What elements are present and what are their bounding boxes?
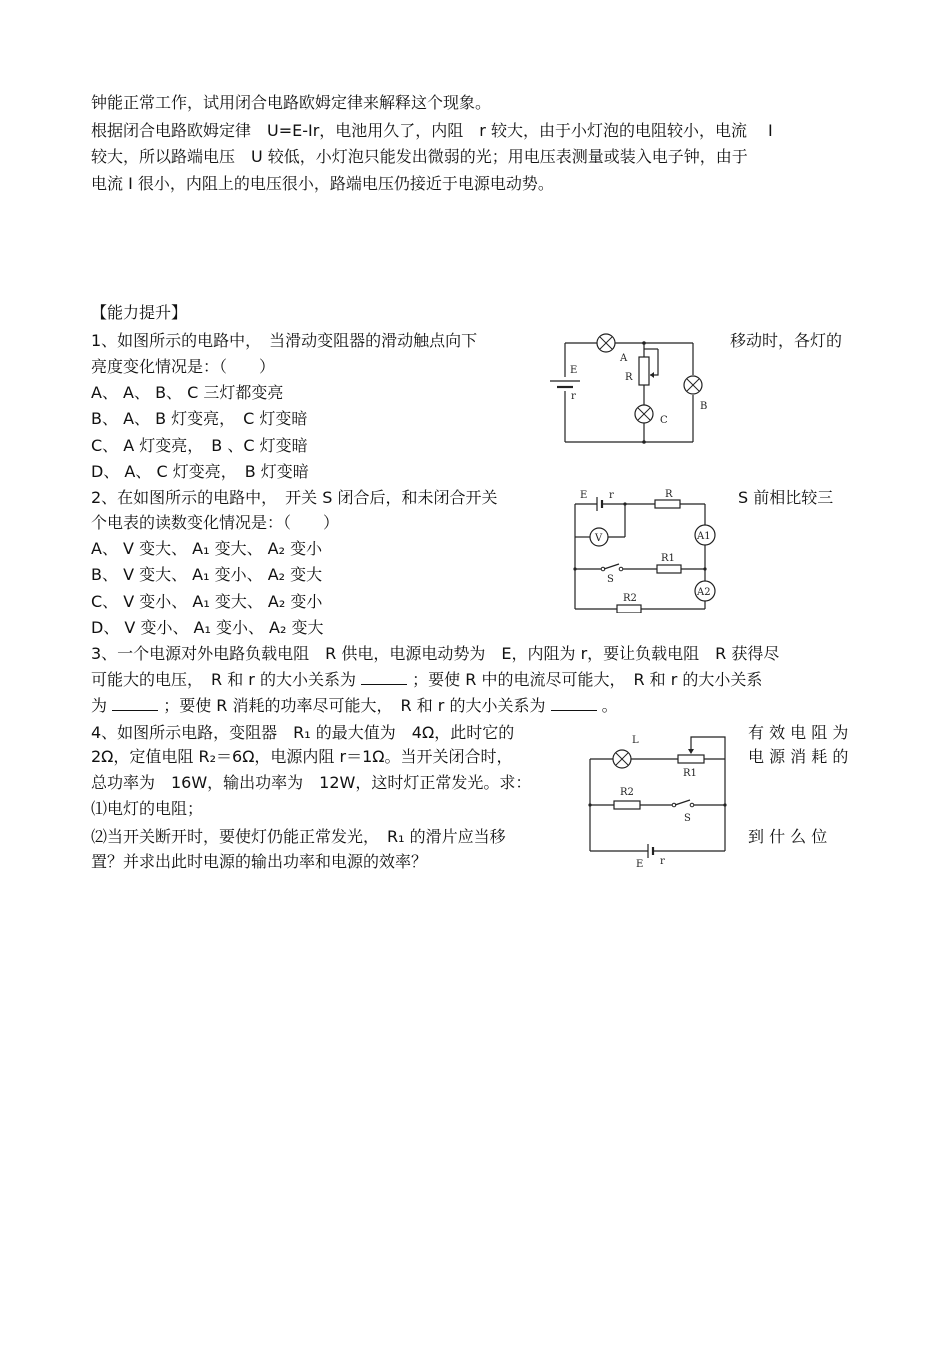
- q3-answer-blank-1[interactable]: [361, 670, 407, 685]
- q1-lamp-c-label: C: [660, 415, 668, 426]
- ammeter-a1-icon: [695, 525, 715, 545]
- q2-a1-label: A1: [697, 531, 711, 542]
- intro-line-2: 根据闭合电路欧姆定律 U=E-Ir，电池用久了，内阻 r 较大，由于小灯泡的电阻较小，电流 I: [91, 121, 773, 140]
- q4-line-1a: 4、如图所示电路，变阻器 R₁ 的最大值为 4Ω，此时它的: [91, 723, 515, 742]
- q4-r1-label: R1: [683, 768, 697, 779]
- voltmeter-icon: [590, 528, 608, 546]
- q4-line-3: 总功率为 16W，输出功率为 12W，这时灯正常发光。求：: [91, 773, 532, 792]
- q1-option-a: A、 A、 B、 C 三灯都变亮: [91, 383, 284, 402]
- q4-line-5a: ⑵当开关断开时，要使灯仍能正常发光， R₁ 的滑片应当移: [91, 827, 506, 846]
- q2-r0-label: R: [665, 489, 673, 500]
- q1-option-d: D、 A、 C 灯变亮， B 灯变暗: [91, 462, 309, 481]
- q2-option-c: C、 V 变小、 A₁ 变大、 A₂ 变小: [91, 592, 323, 611]
- lamp-l-icon: [613, 750, 631, 768]
- q3-line-2-end: ；要使 R 中的电流尽可能大， R 和 r 的大小关系: [412, 670, 763, 689]
- q4-lamp-label: L: [632, 735, 639, 746]
- q1-res-label: R: [625, 372, 633, 383]
- q2-r-label: r: [609, 490, 614, 501]
- q4-line-2b: 电 源 消 耗 的: [748, 747, 849, 766]
- lamp-a-icon: [597, 334, 615, 352]
- q3-answer-blank-2[interactable]: [112, 696, 158, 711]
- intro-line-1: 钟能正常工作，试用闭合电路欧姆定律来解释这个现象。: [91, 93, 492, 112]
- q3-line-3-end: 。: [601, 696, 618, 715]
- q4-line-1b: 有 效 电 阻 为: [748, 723, 849, 742]
- q4-switch-label: S: [684, 813, 691, 824]
- q1-emf-label: E: [570, 365, 578, 376]
- q2-r1-label: R1: [661, 553, 675, 564]
- q1-line-1b: 移动时，各灯的: [730, 331, 843, 350]
- q4-r2-label: R2: [620, 787, 634, 798]
- ammeter-a2-icon: [695, 581, 715, 601]
- q3-line-1: 3、一个电源对外电路负载电阻 R 供电，电源电动势为 E，内阻为 r，要让负载电阻 R 获得尽: [91, 644, 780, 663]
- q4-line-4: ⑴电灯的电阻；: [91, 799, 204, 818]
- q1-r-label: r: [571, 391, 576, 402]
- q2-line-1a: 2、在如图所示的电路中， 开关 S 闭合后，和未闭合开关: [91, 488, 498, 507]
- lamp-c-icon: [635, 405, 653, 423]
- q3-line-2-start: 可能大的电压， R 和 r 的大小关系为: [91, 670, 356, 689]
- q1-circuit-diagram: [540, 325, 720, 450]
- q4-emf-label: E: [636, 859, 644, 870]
- q2-voltmeter-label: V: [595, 533, 603, 544]
- q3-answer-blank-3[interactable]: [551, 696, 597, 711]
- q1-lamp-b-label: B: [700, 401, 708, 412]
- q1-line-2: 亮度变化情况是：（ ）: [91, 357, 276, 376]
- q2-circuit-diagram: [565, 485, 725, 613]
- q2-option-a: A、 V 变大、 A₁ 变大、 A₂ 变小: [91, 539, 323, 558]
- intro-line-4: 电流 I 很小，内阻上的电压很小，路端电压仍接近于电源电动势。: [91, 174, 554, 193]
- q1-option-c: C、 A 灯变亮， B 、C 灯变暗: [91, 436, 308, 455]
- q2-emf-label: E: [580, 490, 588, 501]
- q3-line-3: [91, 695, 618, 717]
- q4-r-label: r: [660, 856, 665, 867]
- q1-option-b: B、 A、 B 灯变亮， C 灯变暗: [91, 409, 308, 428]
- q2-line-2: 个电表的读数变化情况是：（ ）: [91, 513, 340, 532]
- q2-r2-label: R2: [623, 593, 637, 604]
- q4-line-2a: 2Ω，定值电阻 R₂＝6Ω，电源内阻 r＝1Ω。当开关闭合时，: [91, 747, 513, 766]
- q2-line-1b: S 前相比较三: [738, 488, 834, 507]
- q4-line-6: 置？并求出此时电源的输出功率和电源的效率？: [91, 852, 428, 871]
- q2-switch-label: S: [607, 574, 614, 585]
- q1-lamp-a-label: A: [620, 353, 628, 364]
- section-title: 【能力提升】: [91, 303, 188, 322]
- q4-circuit-diagram: [580, 725, 735, 870]
- q3-line-2: [91, 669, 762, 691]
- intro-line-3: 较大，所以路端电压 U 较低，小灯泡只能发出微弱的光；用电压表测量或装入电子钟，由于: [91, 147, 748, 166]
- q2-option-d: D、 V 变小、 A₁ 变小、 A₂ 变大: [91, 618, 324, 637]
- q2-a2-label: A2: [697, 587, 711, 598]
- q2-option-b: B、 V 变大、 A₁ 变小、 A₂ 变大: [91, 565, 323, 584]
- q4-line-5b: 到 什 么 位: [748, 827, 828, 846]
- q3-line-3-mid: ；要使 R 消耗的功率尽可能大， R 和 r 的大小关系为: [163, 696, 546, 715]
- q3-line-3-start: 为: [91, 696, 108, 715]
- lamp-b-icon: [684, 376, 702, 394]
- q1-line-1a: 1、如图所示的电路中， 当滑动变阻器的滑动触点向下: [91, 331, 478, 350]
